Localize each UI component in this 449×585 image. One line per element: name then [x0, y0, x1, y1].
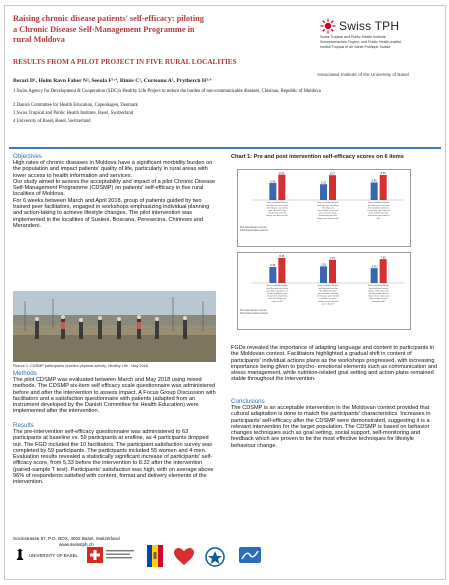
objectives-paragraph: High rates of chronic diseases in Moldova have a significant morbidity burden on the population and impact patients' quality of life, particularly in rural areas with lower access to health information and services.	[13, 160, 213, 179]
unibas-logo-text: UNIVERSITY OF BASEL	[29, 553, 78, 558]
chart-category-line: How confident do you	[317, 285, 339, 288]
chart-box-2	[237, 252, 411, 330]
logo-inst-line: Swiss Tropical and Public Health Institute	[320, 35, 386, 39]
title-line: a Chronic Disease Self-Management Programme in	[13, 24, 195, 34]
chart-data-label: 5.25	[320, 181, 327, 185]
chart-bar	[320, 184, 327, 200]
address-text: Socinstrasse 57, P.O. BOX, 4002 Basel, Switzerland	[13, 536, 120, 541]
chart-data-label: 5.65	[270, 180, 276, 184]
chart-category-line: with the things you	[268, 298, 287, 301]
affiliation: 2 Danish Committee for Health Education, Copenhagen, Denmark	[13, 103, 138, 108]
chart-box-1	[237, 169, 411, 247]
chart-category-line: illness affects your	[369, 298, 388, 301]
chart-category-line: discomfort or pain of	[318, 210, 338, 212]
fgd-section	[231, 345, 439, 383]
chart-data-label: 7.95	[380, 256, 386, 260]
title-line: Raising chronic disease patients' self-efficacy: piloting	[13, 14, 204, 23]
chart-category-line: from interfering with	[369, 212, 389, 215]
chart-heading: Chart 1: Pre and post intervention self-efficacy scores on 6 items	[231, 154, 404, 160]
poster-title	[13, 14, 318, 46]
website-link[interactable]: www.swisstph.ch	[59, 541, 94, 547]
chart-category-label	[367, 201, 391, 220]
chart-category-line: your disease from	[319, 212, 337, 215]
title-line: rural Moldova	[13, 35, 65, 44]
chart-category-line: How confident do you	[266, 202, 288, 205]
chart-data-label: 8.27	[329, 172, 336, 176]
chart-data-label: 5.85	[371, 179, 377, 183]
chart-bar	[329, 175, 336, 200]
conclusions-text: The CDSMP is an acceptable intervention in the Moldovan context provided that cultural adaptation is done to match the participants' characteristics. Increases in participants' self-efficacy after the CDSMP were demonstrated, suggesting it is a relevant intervention for the target population. The CDSMP is based on behavior changes techniques such as goal setting, social support, self-monitoring and feedback which are proven to be the most effective techniques for lifestyle behaviour change.	[231, 405, 431, 449]
chart-bar	[329, 260, 336, 283]
logo-brand: Swiss TPH	[339, 19, 400, 33]
chart-category-line: How confident do you	[368, 202, 390, 205]
results-section	[13, 422, 216, 486]
chart-data-label: 5.35	[270, 264, 276, 268]
chart-category-line: the physical	[322, 207, 334, 210]
chart-category-line: health problems you	[267, 293, 288, 295]
footer	[9, 533, 441, 579]
chart-category-label	[317, 284, 340, 305]
chart-category-line: feel that you can keep	[317, 204, 339, 207]
swiss-tph-logo	[320, 18, 440, 50]
chart-category-line: How confident do you	[317, 202, 339, 205]
chart-bar	[269, 267, 276, 283]
poster	[4, 5, 446, 580]
chart-category-line: reduce your need to	[318, 300, 338, 303]
chart-category-label	[317, 201, 340, 220]
chart-category-line: How confident do you	[368, 285, 390, 288]
chart-category-line: How confident do you	[266, 285, 288, 288]
chart-category-line: your disease from	[268, 210, 287, 212]
objectives-section	[13, 153, 216, 229]
chart-data-label: 7.75	[329, 256, 336, 260]
methods-text: The pilot CDSMP was evaluated between March and May 2018 using mixed methods. The CDSMP six-item self efficacy scale questionnaire was administered before and after the intervention to assess impact. A Focus Group Discussion with facilitators and a satisfaction questionnaire with patients (adapted from an instrument developed by the Danish Committee for Health Education) were implemented after the intervention.	[13, 377, 216, 415]
chart-category-line: feel that you can keep	[367, 204, 390, 207]
footer-address	[13, 536, 120, 548]
chart-category-line: see a doctor?	[321, 303, 335, 306]
conclusions-section	[231, 398, 439, 449]
results-paragraph: Evaluation results revealed a statistically significant increase of participants' self-efficacy score, from 5,33 before the intervention to 8.32 after the intervention (paired-sample T test). Participants' satisfaction was high, with on average above 96% of respondents satisfied with content, format and delivery elements of the intervention.	[13, 454, 214, 486]
chart-category-line: do?	[376, 217, 381, 220]
chart-bar	[371, 182, 378, 200]
logo-inst-line: Institut Tropical et de Santé Publique Suisse	[320, 45, 391, 49]
associated-institute: Associated Institute of the University of Basel	[317, 72, 409, 77]
swiss-tph-sun-icon	[320, 18, 336, 34]
chart-category-line: everyday life?	[371, 300, 386, 303]
chart-1-legend	[240, 226, 268, 232]
chart-category-line: caused by your disease	[367, 210, 391, 212]
chart-category-line: things you want to do?	[266, 215, 289, 218]
chart-data-label: 8.36	[380, 172, 386, 176]
chart-category-line: feel that you can do	[318, 287, 338, 290]
authors: Berari D¹, Holm Ravn Faber N², Seeula F³·⁴, Rimis C¹, Curteanu A¹, Prytherch H³·⁴	[13, 78, 212, 84]
chart-1	[238, 170, 410, 228]
objectives-heading: Objectives	[13, 153, 42, 160]
objectives-paragraph: Our study aimed to assess the acceptability and impact of a pilot Chronic Disease Self-Management Programme (CDSMP) on patients' self-efficacy in five rural localities of Moldova.	[13, 178, 216, 198]
chart-category-line: condition so as to	[319, 298, 337, 301]
methods-section	[13, 370, 216, 415]
chart-bar	[371, 268, 378, 283]
chart-data-label: 4.95	[371, 265, 377, 269]
results-paragraph: The pre-intervention self-efficacy questionnaire was administered to 63 participants at baseline vs. 59 participants at endline, as 4 participants dropped out. The FGD included the 10 facilitators. The participant satisfaction survey was completed by 59 participants. The participants included 55 women and 4 men.	[13, 429, 213, 454]
chart-category-line: the fatigue caused by	[266, 207, 288, 210]
affiliation: 1 Swiss Agency for Development & Cooperation (SDC)'s Healthy Life Project to reduce the burden of non-communicable diseases, Chisinau, Republic of Moldova	[13, 89, 321, 94]
chart-category-line: feel that you can keep	[266, 204, 289, 207]
chart-data-label: 5.55	[320, 263, 327, 267]
chart-bar	[380, 175, 387, 200]
chart-category-line: taking medication to	[368, 293, 389, 295]
sdc-logo-icon	[87, 547, 135, 565]
unibas-crest-icon	[13, 548, 27, 562]
chart-bar	[278, 258, 285, 283]
conclusions-heading: Conclusions	[231, 398, 265, 405]
legend-pre: Pre-intervention scores	[240, 309, 267, 312]
workshop-photo	[13, 291, 216, 362]
moldova-emblem-icon	[147, 545, 163, 567]
chart-category-line: the emotional distress	[368, 207, 390, 210]
chart-data-label: 8.47	[279, 171, 285, 175]
legend-pre: Pre-intervention scores	[240, 226, 267, 229]
methods-heading: Methods	[13, 370, 37, 377]
poster-subtitle: RESULTS FROM A PILOT PROJECT IN FIVE RURAL LOCALITIES	[13, 58, 237, 66]
fgd-text: FGDs revealed the importance of adapting language and content to participants in the Moldovan context. Facilitators highlighted a gradual shift in content of participants' individual actions plans as the workshops progressed, with increasing importance being given to psycho- emotional elements such as communication and stress management, while nutrition-related goal setting and action plans remained stable throughout the intervention.	[231, 345, 438, 383]
chart-category-line: want to do?	[271, 300, 283, 303]
chart-category-line: things you want to do?	[317, 217, 339, 220]
chart-category-line: reduce how much your	[367, 295, 390, 298]
objectives-paragraph: For 6 weeks between March and April 2018, group of patients guided by two trained peer facilitators, engaged in workshops emphasizing individual planning and action-taking to achieve lifestyle changes. The pilot intervention was implemented in the localities of Susleni, Boscana, Peresecina, Chirinoes and Merandeni.	[13, 197, 210, 229]
chart-category-line: interfering with the	[268, 212, 287, 215]
chart-category-line: feel that you can keep	[266, 287, 289, 290]
chart-category-line: any other symptoms or	[266, 290, 289, 293]
affiliation: 4 University of Basel, Basel, Switzerland	[13, 119, 91, 124]
logo-institute-names	[320, 35, 440, 50]
results-heading: Results	[13, 422, 34, 429]
logo-inst-line: Schweizerisches Tropen- und Public Health-Institut	[320, 40, 402, 44]
legend-post: Post-intervention scores	[240, 312, 268, 315]
legend-post: Post-intervention scores	[240, 229, 268, 232]
chart-bar	[320, 266, 327, 283]
chart-data-label: 8.35	[279, 255, 285, 259]
photo-caption: Picture 1: CDSMP participants practice physical activity, Healthy Life - May 2018	[13, 364, 148, 368]
header-divider	[9, 147, 441, 149]
chart-category-label	[266, 284, 289, 303]
affiliation: 3 Swiss Tropical and Public Health Institute, Basel, Switzerland	[13, 111, 134, 116]
chart-category-line: interfering with the	[319, 215, 337, 218]
chart-2-legend	[240, 309, 268, 315]
chart-category-line: to manage your health	[317, 295, 339, 298]
chart-bar	[380, 259, 387, 283]
partner-logo-icon	[239, 547, 261, 563]
chart-category-line: things other than just	[368, 290, 389, 293]
chart-category-line: have from interfering	[267, 295, 288, 298]
partner-heart-icon	[173, 547, 195, 567]
chart-category-line: the things you want to	[368, 215, 390, 218]
chart-2	[238, 253, 410, 311]
chart-category-line: and activities needed	[317, 293, 339, 295]
partner-emblem-icon	[205, 547, 225, 567]
chart-category-line: the different tasks	[319, 290, 337, 293]
chart-bar	[269, 183, 276, 200]
chart-bar	[278, 175, 285, 200]
chart-category-label	[368, 284, 390, 303]
chart-category-line: feel that you can do	[369, 287, 389, 290]
chart-category-label	[266, 201, 289, 217]
